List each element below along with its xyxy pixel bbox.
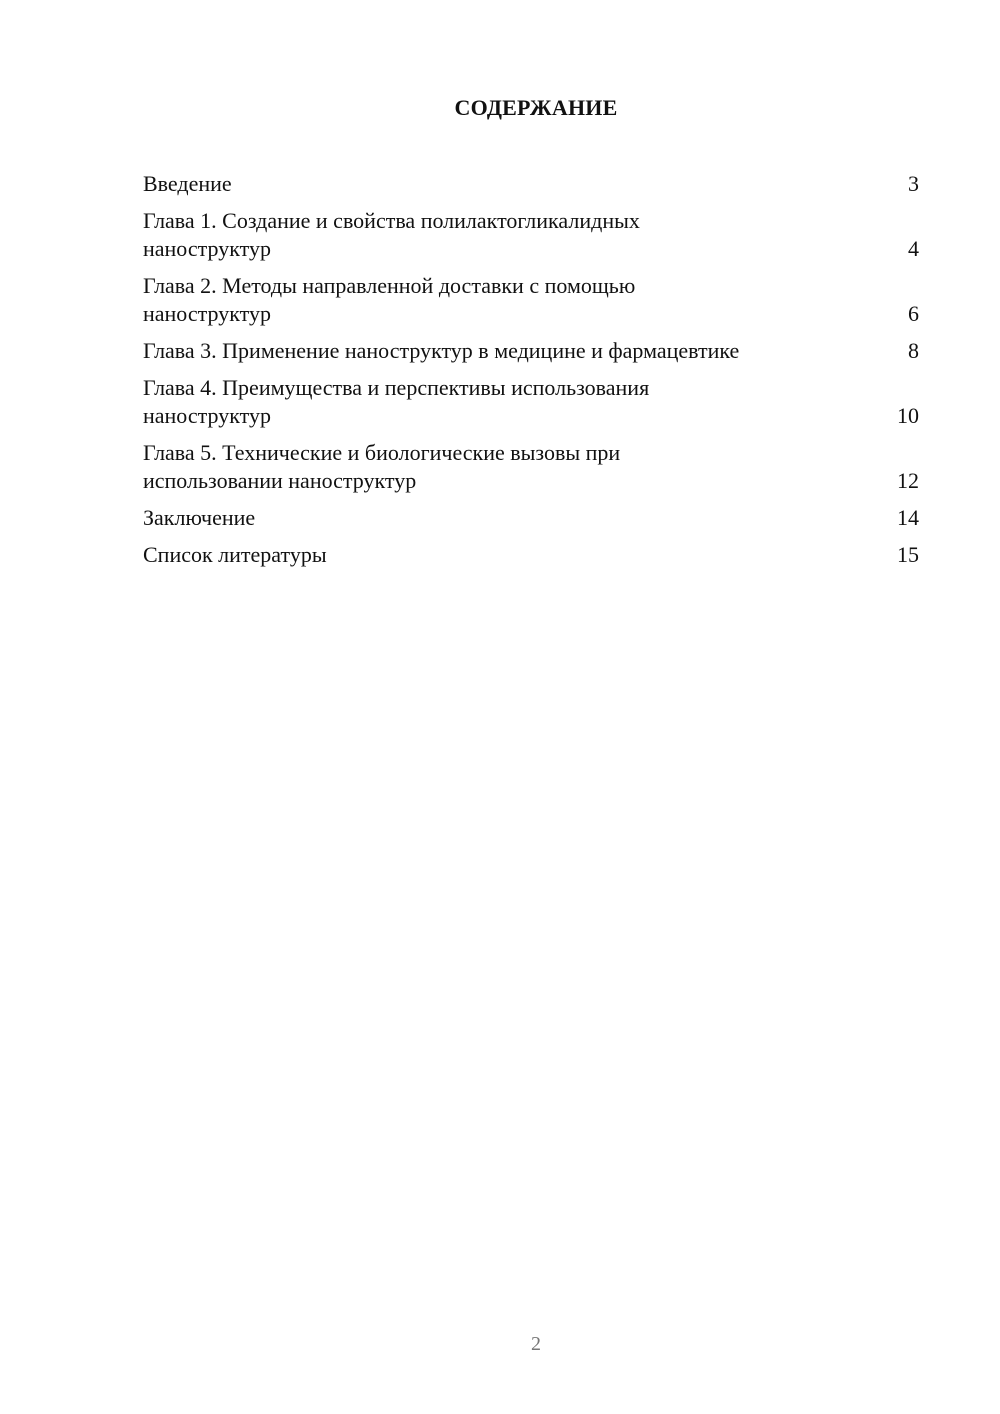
toc-entry-references[interactable] — [143, 541, 919, 569]
toc-entry-chapter-4[interactable] — [143, 374, 919, 430]
toc-entry-page-number: 14 — [897, 505, 919, 530]
toc-entry-page-number: 12 — [897, 468, 919, 493]
toc-entry-title: Глава 2. Методы направленной доставки с помощью наноструктур — [143, 273, 636, 326]
page-title: СОДЕРЖАНИЕ — [454, 95, 618, 120]
toc-entry-introduction[interactable] — [143, 170, 919, 198]
toc-entry-conclusion[interactable] — [143, 504, 919, 532]
toc-entry-title: Введение — [143, 171, 232, 196]
toc-entry-page-number: 3 — [908, 171, 919, 196]
toc-entry-page-number: 8 — [908, 338, 919, 363]
toc-entry-title: Глава 3. Применение наноструктур в медицине и фармацевтике — [143, 338, 740, 363]
toc-entry-page-number: 6 — [908, 301, 919, 326]
toc-entry-title: Глава 4. Преимущества и перспективы использования наноструктур — [143, 375, 650, 428]
toc-entry-title: Заключение — [143, 505, 256, 530]
toc-entry-title: Список литературы — [143, 542, 327, 567]
toc-entry-chapter-5[interactable] — [143, 439, 919, 495]
toc-entry-title: Глава 5. Технические и биологические вызовы при использовании наноструктур — [143, 440, 621, 493]
toc-entry-page-number: 10 — [897, 403, 919, 428]
toc-entry-chapter-1[interactable] — [143, 207, 919, 263]
toc-entry-title: Глава 1. Создание и свойства полилактогликалидных наноструктур — [143, 208, 640, 261]
toc-entry-page-number: 4 — [908, 236, 919, 261]
toc-entry-chapter-3[interactable] — [143, 337, 919, 365]
table-of-contents — [143, 170, 919, 578]
page-footer-number: 2 — [531, 1333, 541, 1355]
toc-entry-page-number: 15 — [897, 542, 919, 567]
toc-entry-chapter-2[interactable] — [143, 272, 919, 328]
